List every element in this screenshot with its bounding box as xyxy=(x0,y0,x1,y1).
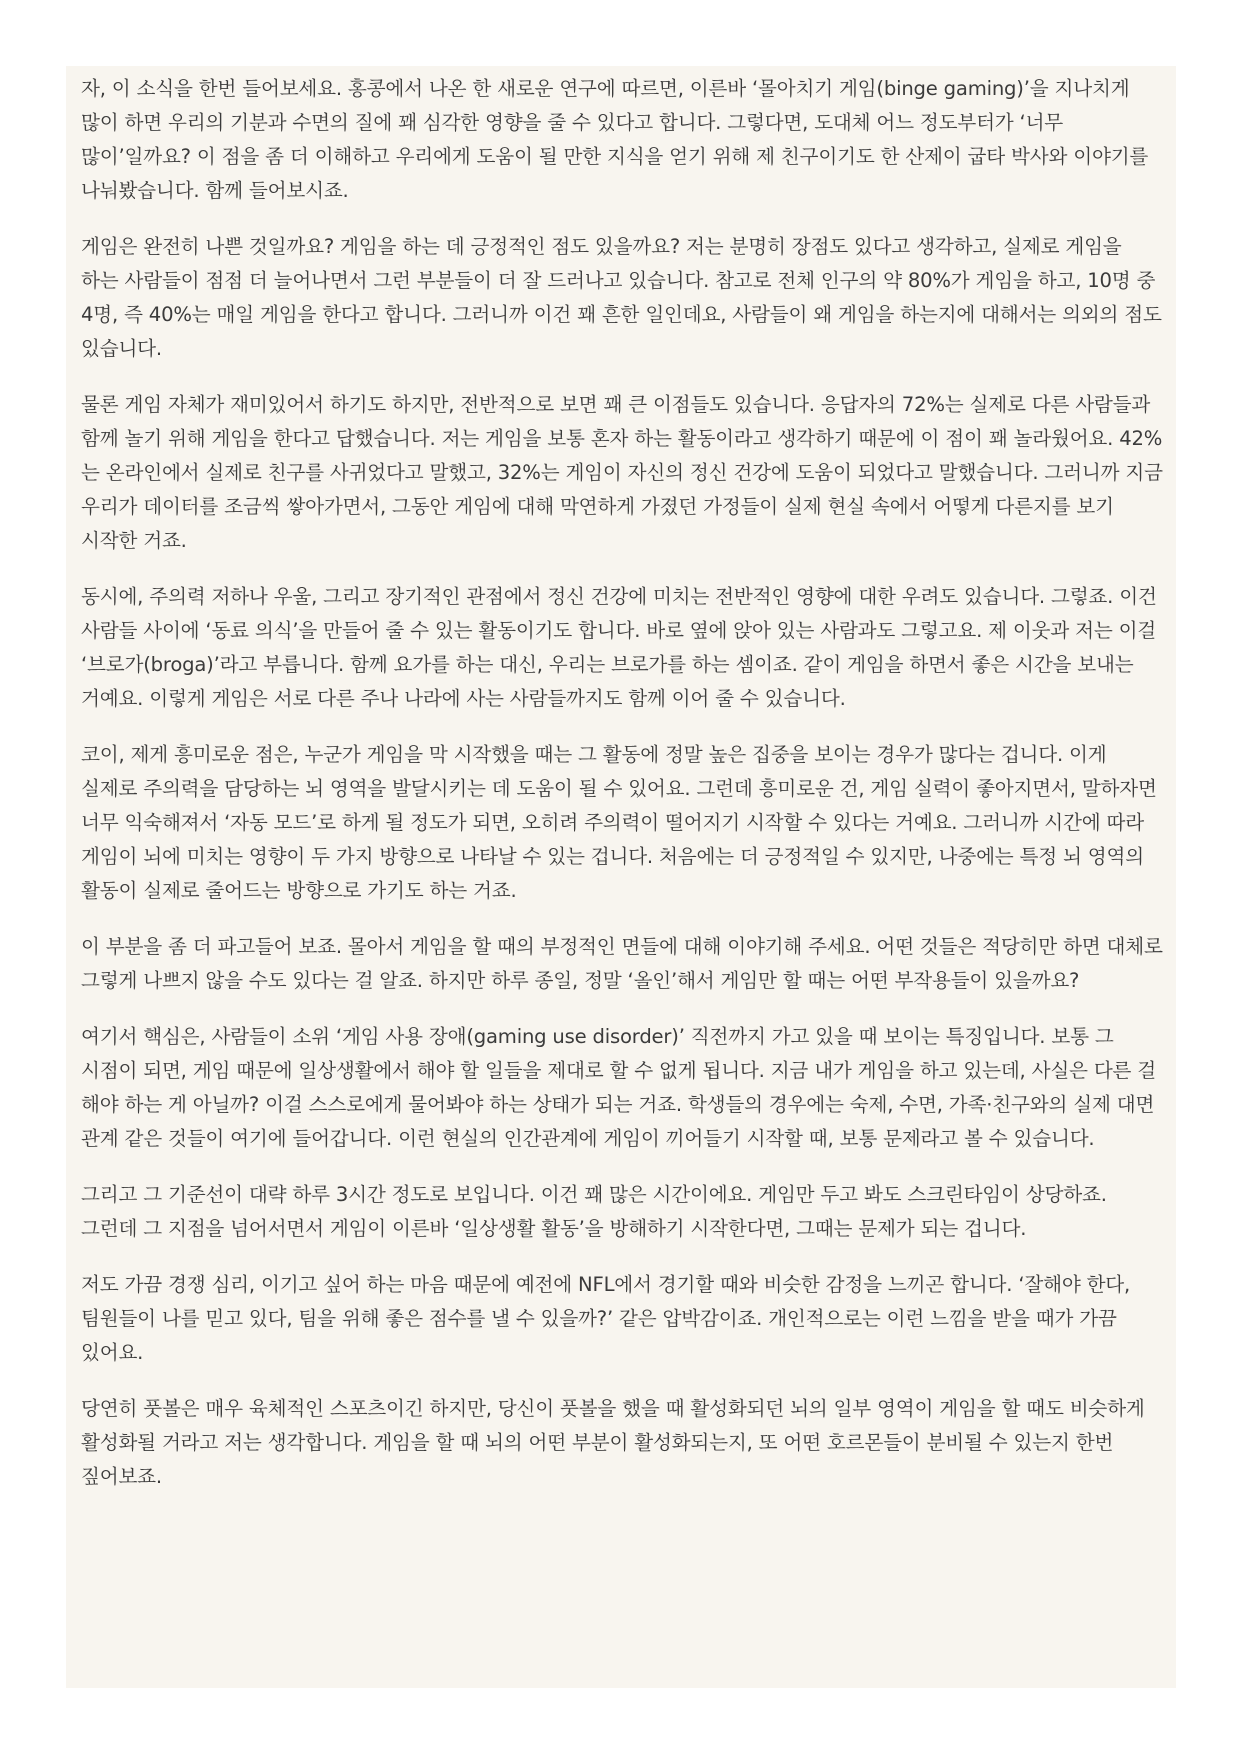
paragraph-8: 그리고 그 기준선이 대략 하루 3시간 정도로 보입니다. 이건 꽤 많은 시간이에요. 게임만 두고 봐도 스크린타임이 상당하죠. 그런데 그 지점을 넘어서면서 게임이 이른바 ‘일상생활 활동’을 방해하기 시작한다면, 그때는 문제가 되는 겁니다. xyxy=(81,1183,1107,1240)
article-body xyxy=(81,72,1163,1516)
paragraph-5: 코이, 제게 흥미로운 점은, 누군가 게임을 막 시작했을 때는 그 활동에 정말 높은 집중을 보이는 경우가 많다는 겁니다. 이게 실제로 주의력을 담당하는 뇌 영역을 발달시키는 데 도움이 될 수 있어요. 그런데 흥미로운 건, 게임 실력이 좋아지면서, 말하자면 너무 익숙해져서 ‘자동 모드’로 하게 될 정도가 되면, 오히려 주의력이 떨어지기 시작할 수 있다는 거예요. 그러니까 시간에 따라 게임이 뇌에 미치는 영향이 두 가지 방향으로 나타날 수 있는 겁니다. 처음에는 더 긍정적일 수 있지만, 나중에는 특정 뇌 영역의 활동이 실제로 줄어드는 방향으로 가기도 하는 거죠. xyxy=(81,743,1157,902)
paragraph-1: 자, 이 소식을 한번 들어보세요. 홍콩에서 나온 한 새로운 연구에 따르면, 이른바 ‘몰아치기 게임(binge gaming)’을 지나치게 많이 하면 우리의 기분과 수면의 질에 꽤 심각한 영향을 줄 수 있다고 합니다. 그렇다면, 도대체 어느 정도부터가 ‘너무 많이’일까요? 이 점을 좀 더 이해하고 우리에게 도움이 될 만한 지식을 얻기 위해 제 친구이기도 한 산제이 굽타 박사와 이야기를 나눠봤습니다. 함께 들어보시죠. xyxy=(81,77,1149,202)
paragraph-3: 물론 게임 자체가 재미있어서 하기도 하지만, 전반적으로 보면 꽤 큰 이점들도 있습니다. 응답자의 72%는 실제로 다른 사람들과 함께 놀기 위해 게임을 한다고 답했습니다. 저는 게임을 보통 혼자 하는 활동이라고 생각하기 때문에 이 점이 꽤 놀라웠어요. 42%는 온라인에서 실제로 친구를 사귀었다고 말했고, 32%는 게임이 자신의 정신 건강에 도움이 되었다고 말했습니다. 그러니까 지금 우리가 데이터를 조금씩 쌓아가면서, 그동안 게임에 대해 막연하게 가졌던 가정들이 실제 현실 속에서 어떻게 다른지를 보기 시작한 거죠. xyxy=(81,393,1163,552)
paragraph-2: 게임은 완전히 나쁜 것일까요? 게임을 하는 데 긍정적인 점도 있을까요? 저는 분명히 장점도 있다고 생각하고, 실제로 게임을 하는 사람들이 점점 더 늘어나면서 그런 부분들이 더 잘 드러나고 있습니다. 참고로 전체 인구의 약 80%가 게임을 하고, 10명 중 4명, 즉 40%는 매일 게임을 한다고 합니다. 그러니까 이건 꽤 흔한 일인데요, 사람들이 왜 게임을 하는지에 대해서는 의외의 점도 있습니다. xyxy=(81,235,1162,360)
paragraph-7: 여기서 핵심은, 사람들이 소위 ‘게임 사용 장애(gaming use disorder)’ 직전까지 가고 있을 때 보이는 특징입니다. 보통 그 시점이 되면, 게임 때문에 일상생활에서 해야 할 일들을 제대로 할 수 없게 됩니다. 지금 내가 게임을 하고 있는데, 사실은 다른 걸 해야 하는 게 아닐까? 이걸 스스로에게 물어봐야 하는 상태가 되는 거죠. 학생들의 경우에는 숙제, 수면, 가족·친구와의 실제 대면 관계 같은 것들이 여기에 들어갑니다. 이런 현실의 인간관계에 게임이 끼어들기 시작할 때, 보통 문제라고 볼 수 있습니다. xyxy=(81,1025,1157,1150)
paragraph-4: 동시에, 주의력 저하나 우울, 그리고 장기적인 관점에서 정신 건강에 미치는 전반적인 영향에 대한 우려도 있습니다. 그렇죠. 이건 사람들 사이에 ‘동료 의식’을 만들어 줄 수 있는 활동이기도 합니다. 바로 옆에 앉아 있는 사람과도 그렇고요. 제 이웃과 저는 이걸 ‘브로가(broga)’라고 부릅니다. 함께 요가를 하는 대신, 우리는 브로가를 하는 셈이죠. 같이 게임을 하면서 좋은 시간을 보내는 거예요. 이렇게 게임은 서로 다른 주나 나라에 사는 사람들까지도 함께 이어 줄 수 있습니다. xyxy=(81,585,1157,710)
paragraph-10: 당연히 풋볼은 매우 육체적인 스포츠이긴 하지만, 당신이 풋볼을 했을 때 활성화되던 뇌의 일부 영역이 게임을 할 때도 비슷하게 활성화될 거라고 저는 생각합니다. 게임을 할 때 뇌의 어떤 부분이 활성화되는지, 또 어떤 호르몬들이 분비될 수 있는지 한번 짚어보죠. xyxy=(81,1397,1145,1488)
document-page xyxy=(66,66,1176,1688)
paragraph-9: 저도 가끔 경쟁 심리, 이기고 싶어 하는 마음 때문에 예전에 NFL에서 경기할 때와 비슷한 감정을 느끼곤 합니다. ‘잘해야 한다, 팀원들이 나를 믿고 있다, 팀을 위해 좋은 점수를 낼 수 있을까?’ 같은 압박감이죠. 개인적으로는 이런 느낌을 받을 때가 가끔 있어요. xyxy=(81,1273,1131,1364)
paragraph-6: 이 부분을 좀 더 파고들어 보죠. 몰아서 게임을 할 때의 부정적인 면들에 대해 이야기해 주세요. 어떤 것들은 적당히만 하면 대체로 그렇게 나쁘지 않을 수도 있다는 걸 알죠. 하지만 하루 종일, 정말 ‘올인’해서 게임만 할 때는 어떤 부작용들이 있을까요? xyxy=(81,935,1163,992)
